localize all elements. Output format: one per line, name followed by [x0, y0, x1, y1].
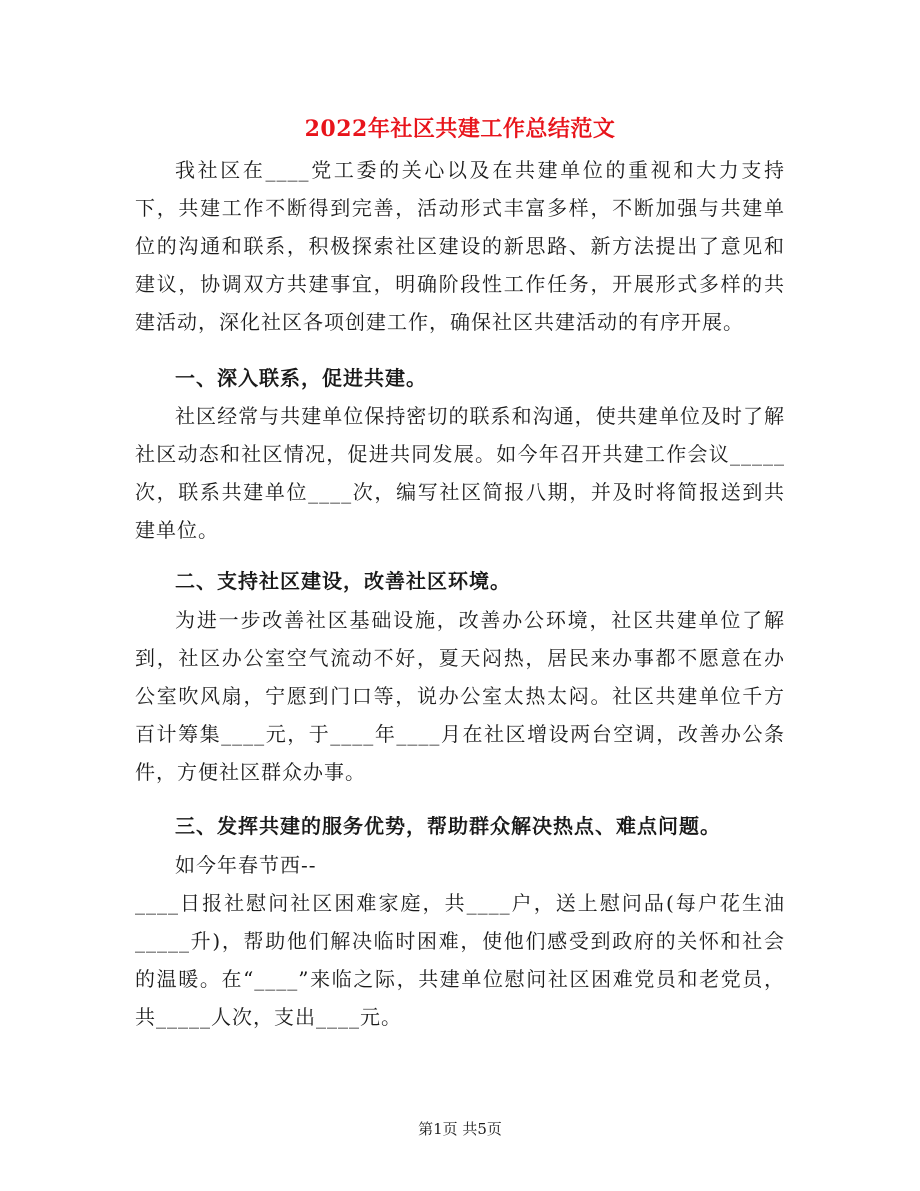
intro-paragraph: 我社区在____党工委的关心以及在共建单位的重视和大力支持下，共建工作不断得到完善，活动形式丰富多样，不断加强与共建单位的沟通和联系，积极探索社区建设的新思路、新方法提出了意见和建议，协调双方共建事宜，明确阶段性工作任务，开展形式多样的共建活动，深化社区各项创建工作，确保社区共建活动的有序开展。	[135, 158, 785, 334]
section-1-paragraph: 社区经常与共建单位保持密切的联系和沟通，使共建单位及时了解社区动态和社区情况，促进共同发展。如今年召开共建工作会议_____次，联系共建单位____次，编写社区简报八期，并及时将简报送到共建单位。	[135, 404, 785, 542]
section-3-paragraph: ____日报社慰问社区困难家庭，共____户，送上慰问品(每户花生油_____升)，帮助他们解决临时困难，使他们感受到政府的关怀和社会的温暖。在“____”来临之际，共建单位慰问社区困难党员和老党员，共_____人次，支出____元。	[135, 891, 785, 1029]
section-3-paragraph-start: 如今年春节西--	[175, 853, 317, 877]
section-heading-1: 一、深入联系，促进共建。	[175, 366, 427, 390]
section-2-paragraph: 为进一步改善社区基础设施，改善办公环境，社区共建单位了解到，社区办公室空气流动不好，夏天闷热，居民来办事都不愿意在办公室吹风扇，宁愿到门口等，说办公室太热太闷。社区共建单位千方百计筹集____元，于____年____月在社区增设两台空调，改善办公条件，方便社区群众办事。	[135, 608, 785, 784]
section-heading-2: 二、支持社区建设，改善社区环境。	[175, 569, 511, 593]
section-heading-3: 三、发挥共建的服务优势，帮助群众解决热点、难点问题。	[175, 814, 721, 838]
page-number: 第1页 共5页	[418, 1120, 502, 1138]
document-title: 2022年社区共建工作总结范文	[304, 116, 616, 142]
